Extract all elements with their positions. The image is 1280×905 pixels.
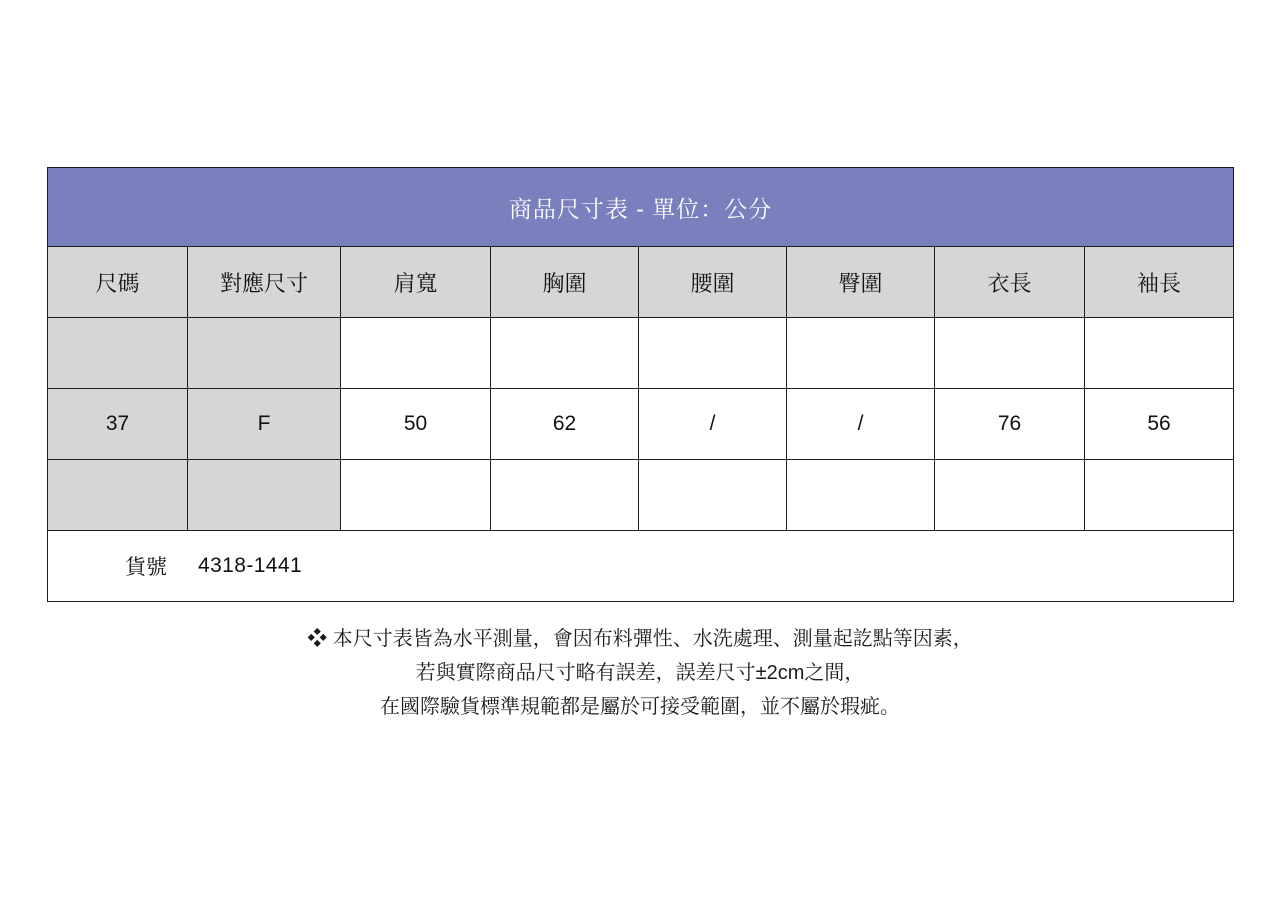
- cell-empty: [188, 460, 341, 531]
- cell-size: 37: [48, 389, 188, 460]
- cell-empty: [491, 318, 639, 389]
- cell-sleeve: 56: [1085, 389, 1234, 460]
- cell-empty: [341, 460, 491, 531]
- table-row: [48, 389, 1234, 460]
- cell-empty: [787, 318, 935, 389]
- cell-empty: [48, 318, 188, 389]
- measurement-notes: [0, 622, 1280, 724]
- size-table-container: [47, 167, 1233, 602]
- column-header-bust: 胸圍: [491, 247, 639, 318]
- product-code-cell: [48, 531, 1234, 602]
- cell-length: 76: [935, 389, 1085, 460]
- cell-empty: [491, 460, 639, 531]
- size-table: [47, 167, 1234, 602]
- product-code-value: 4318-1441: [198, 554, 303, 577]
- column-header-length: 衣長: [935, 247, 1085, 318]
- note-line-3: 在國際驗貨標準規範都是屬於可接受範圍，並不屬於瑕疵。: [380, 696, 900, 718]
- table-title-row: [48, 168, 1234, 247]
- cell-empty: [935, 460, 1085, 531]
- cell-empty: [787, 460, 935, 531]
- cell-empty: [341, 318, 491, 389]
- column-header-shoulder: 肩寬: [341, 247, 491, 318]
- column-header-sleeve: 袖長: [1085, 247, 1234, 318]
- product-code-label: 貨號: [125, 556, 167, 579]
- cell-matching-size: F: [188, 389, 341, 460]
- column-header-size: 尺碼: [48, 247, 188, 318]
- cell-shoulder: 50: [341, 389, 491, 460]
- column-header-hip: 臀圍: [787, 247, 935, 318]
- column-header-matching-size: 對應尺寸: [188, 247, 341, 318]
- cell-empty: [188, 318, 341, 389]
- cell-empty: [48, 460, 188, 531]
- table-row: [48, 318, 1234, 389]
- cell-empty: [1085, 318, 1234, 389]
- product-code-row: [48, 531, 1234, 602]
- note-line-1: ❖ 本尺寸表皆為水平測量，會因布料彈性、水洗處理、測量起訖點等因素，: [307, 628, 973, 650]
- cell-hip: /: [787, 389, 935, 460]
- cell-empty: [639, 460, 787, 531]
- table-header-row: [48, 247, 1234, 318]
- cell-bust: 62: [491, 389, 639, 460]
- column-header-waist: 腰圍: [639, 247, 787, 318]
- cell-empty: [1085, 460, 1234, 531]
- cell-empty: [639, 318, 787, 389]
- cell-waist: /: [639, 389, 787, 460]
- table-title: 商品尺寸表 - 單位：公分: [48, 168, 1234, 247]
- table-row: [48, 460, 1234, 531]
- cell-empty: [935, 318, 1085, 389]
- note-line-2: 若與實際商品尺寸略有誤差，誤差尺寸±2cm之間，: [415, 662, 865, 684]
